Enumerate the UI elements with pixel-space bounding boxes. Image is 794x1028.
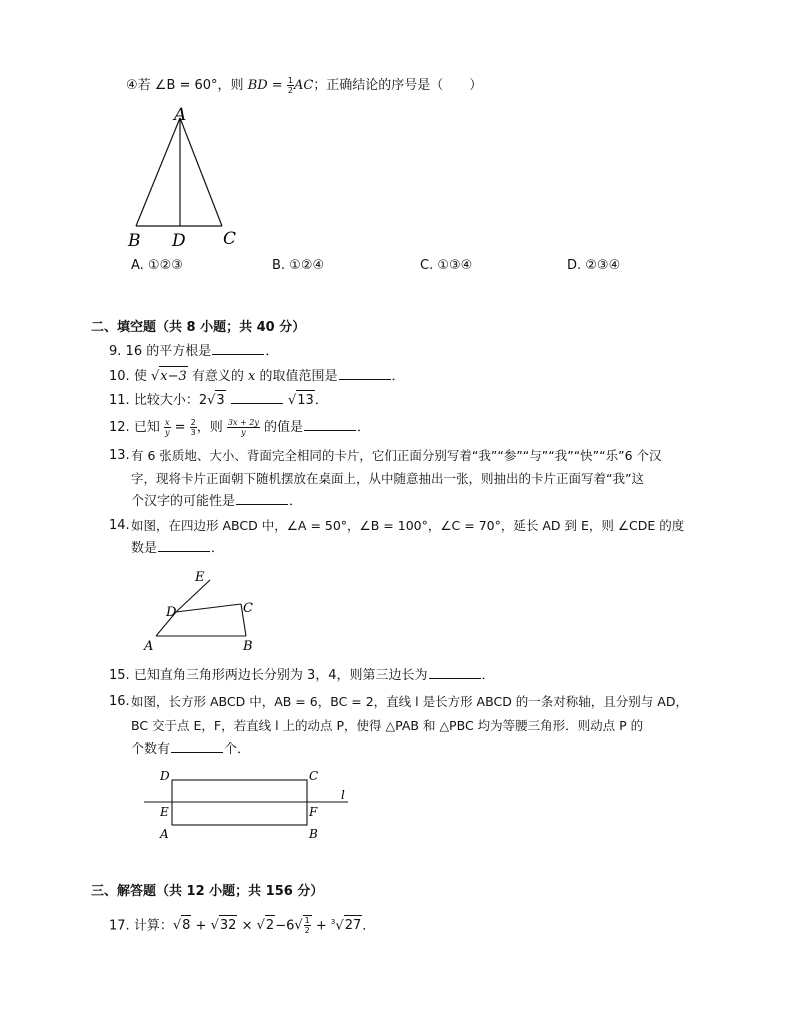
fraction-denominator: y xyxy=(164,428,170,437)
question-12 xyxy=(109,418,370,438)
question-text: 计算： xyxy=(133,918,173,934)
question-17 xyxy=(109,912,375,936)
label-b: B xyxy=(243,639,253,652)
side-ac xyxy=(180,118,222,226)
option-d[interactable]: D. ②③④ xyxy=(567,258,621,273)
label-d: D xyxy=(172,231,186,251)
radicand-1: 3 xyxy=(215,390,225,411)
sqrt-32: √32 xyxy=(211,915,238,936)
question-text: 使 xyxy=(133,369,151,384)
question-16-line-1: 如图，长方形 ABCD 中，AB = 6，BC = 2，直线 l 是长方形 ABCD 的一条对称轴，且分别与 AD， xyxy=(131,694,688,709)
sqrt-3: √3 xyxy=(207,390,226,411)
question-end: 个． xyxy=(224,742,251,757)
sqrt-expression: √x−3 xyxy=(151,366,188,387)
fraction-numerator: 2 xyxy=(190,418,196,427)
fraction-denominator: 2 xyxy=(287,86,293,95)
radicand-2: 13 xyxy=(296,390,315,411)
times-sign: × xyxy=(237,918,257,934)
option-b[interactable]: B. ①②④ xyxy=(272,258,325,273)
question-14-line-2 xyxy=(131,539,224,559)
section-fill-in-title: 二、填空题（共 8 小题；共 40 分） xyxy=(91,320,306,335)
question-text: 16 的平方根是 xyxy=(125,344,212,359)
sqrt-13: √13 xyxy=(288,390,315,411)
fraction-numerator: 3x + 2y xyxy=(227,418,259,427)
statement-suffix: ；正确结论的序号是（ ） xyxy=(313,78,483,93)
fraction-denominator: 3 xyxy=(190,428,196,437)
side-ab xyxy=(136,118,180,226)
label-e: E xyxy=(195,570,205,585)
radicand: 27 xyxy=(344,915,363,936)
question-text: 个汉字的可能性是 xyxy=(131,494,236,509)
label-d: D xyxy=(166,605,177,620)
section-answer-title: 三、解答题（共 12 小题；共 156 分） xyxy=(91,884,324,899)
question-number: 11. xyxy=(109,393,130,408)
label-l: l xyxy=(341,788,345,802)
radicand: 2 xyxy=(265,915,275,936)
answer-blank[interactable] xyxy=(429,666,481,679)
question-number: 10. xyxy=(109,369,130,384)
fraction-half xyxy=(304,916,311,935)
label-c: C xyxy=(309,769,319,783)
sqrt-2: √2 xyxy=(257,915,276,936)
question-13-line-2: 字，现将卡片正面朝下随机摆放在桌面上，从中随意抽出一张，则抽出的卡片正面写着“我”这 xyxy=(131,471,644,486)
label-d: D xyxy=(160,769,170,783)
extension-de xyxy=(176,580,210,612)
plus-sign-2: + xyxy=(311,918,331,934)
fraction-denominator: 2 xyxy=(304,926,310,936)
question-9 xyxy=(109,342,278,362)
label-a: A xyxy=(174,105,187,125)
option-c[interactable]: C. ①③④ xyxy=(420,258,473,273)
radicand: 8 xyxy=(181,915,191,936)
question-13-line-1: 有 6 张质地、大小、背面完全相同的卡片，它们正面分别写着“我”“参”“与”“我”“快”“乐”6 个汉 xyxy=(131,448,662,463)
question-end: ． xyxy=(481,668,495,683)
option-a[interactable]: A. ①②③ xyxy=(131,258,183,273)
question-end: ． xyxy=(362,918,376,934)
plus-sign: + xyxy=(191,918,211,934)
answer-blank[interactable] xyxy=(231,391,283,404)
question-end: ． xyxy=(289,494,303,509)
question-end: ． xyxy=(357,420,371,435)
answer-blank[interactable] xyxy=(236,492,288,505)
question-number: 9. xyxy=(109,344,122,359)
sqrt-8: √8 xyxy=(173,915,192,936)
fraction-2-over-3 xyxy=(190,418,197,437)
question-text-c: 的取值范围是 xyxy=(255,369,338,384)
side-dc xyxy=(176,604,241,612)
question-end: ． xyxy=(391,369,405,384)
statement-4 xyxy=(126,76,482,96)
question-14-line-1: 如图，在四边形 ABCD 中，∠A = 50°，∠B = 100°，∠C = 70°，延长 AD 到 E，则 ∠CDE 的度 xyxy=(131,518,685,533)
question-10 xyxy=(109,366,405,387)
answer-blank[interactable] xyxy=(171,740,223,753)
question-text: 个数有 xyxy=(131,742,171,757)
question-16-line-2: BC 交于点 E，F，若直线 l 上的动点 P，使得 △PAB 和 △PBC 均为等腰三角形．则动点 P 的 xyxy=(131,718,644,733)
question-16-number: 16. xyxy=(109,694,130,709)
question-14-number: 14. xyxy=(109,518,130,533)
radicand: x−3 xyxy=(159,366,188,387)
equals: = xyxy=(170,420,190,435)
statement-bd: BD = xyxy=(247,78,287,93)
question-text: 比较大小：2 xyxy=(133,393,208,408)
question-end: ． xyxy=(265,344,279,359)
question-number: 17. xyxy=(109,918,130,934)
question-text: 已知 xyxy=(133,420,164,435)
statement-prefix: ④若 ∠B = 60°，则 xyxy=(126,78,248,93)
question-text-b: 有意义的 xyxy=(187,369,249,384)
question-13-number: 13. xyxy=(109,448,130,463)
label-b: B xyxy=(128,231,141,251)
question-number: 12. xyxy=(109,420,130,435)
question-end: ． xyxy=(211,541,225,556)
radicand: 32 xyxy=(219,915,238,936)
rectangle-figure xyxy=(140,766,360,846)
question-text: 已知直角三角形两边长分别为 3，4，则第三边长为 xyxy=(133,668,428,683)
minus-six: −6 xyxy=(275,918,295,934)
label-f: F xyxy=(309,805,318,819)
sqrt-half: √ $\frac{1}{2}$ xyxy=(294,916,310,936)
fraction-expression xyxy=(227,418,260,437)
fraction-numerator: x xyxy=(164,418,170,427)
label-c: C xyxy=(223,229,237,249)
answer-blank[interactable] xyxy=(158,539,210,552)
triangle-figure xyxy=(120,104,250,252)
label-c: C xyxy=(243,601,253,616)
question-11 xyxy=(109,390,328,411)
question-13-line-3 xyxy=(131,492,302,512)
label-a: A xyxy=(144,639,154,652)
question-16-line-3 xyxy=(131,740,250,760)
question-number: 15. xyxy=(109,668,130,683)
root-index: 3 xyxy=(330,918,336,926)
answer-blank[interactable] xyxy=(212,342,264,355)
answer-blank[interactable] xyxy=(304,418,356,431)
variable-x: x xyxy=(248,369,256,384)
label-b: B xyxy=(309,827,318,841)
statement-fraction xyxy=(287,76,294,95)
label-e: E xyxy=(160,805,169,819)
question-15 xyxy=(109,666,495,686)
question-end: ． xyxy=(314,393,328,408)
question-text-b: ，则 xyxy=(196,420,227,435)
fraction-numerator: 1 xyxy=(304,916,310,926)
cube-root-27: $^3$√27 xyxy=(331,912,362,936)
question-text-c: 的值是 xyxy=(259,420,304,435)
label-a: A xyxy=(160,827,169,841)
fraction-numerator: 1 xyxy=(287,76,293,85)
answer-blank[interactable] xyxy=(339,367,391,380)
quadrilateral-figure xyxy=(140,566,260,652)
question-text: 数是 xyxy=(131,541,158,556)
statement-ac: AC xyxy=(293,78,314,93)
fraction-denominator: y xyxy=(241,428,246,437)
